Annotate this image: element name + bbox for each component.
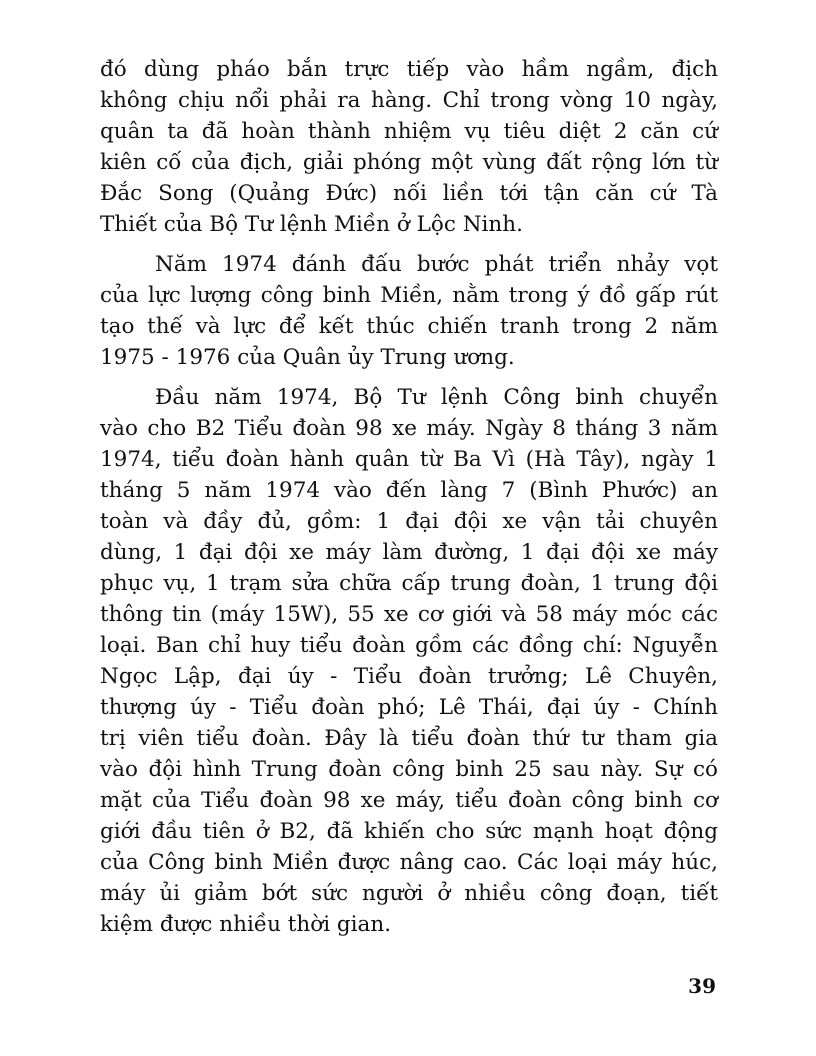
page-number: 39 [688,974,716,998]
text-line: Thiết của Bộ Tư lệnh Miền ở Lộc Ninh. [100,212,523,237]
text-line: toàn và đầy đủ, gồm: 1 đại đội xe vận tải chuyên [100,509,718,534]
text-line: của Công binh Miền được nâng cao. Các loại máy húc, [100,850,718,875]
text-line: máy ủi giảm bớt sức người ở nhiều công đoạn, tiết [100,881,718,906]
text-line: phục vụ, 1 trạm sửa chữa cấp trung đoàn, 1 trung đội [100,571,718,596]
text-line: vào đội hình Trung đoàn công binh 25 sau này. Sự có [100,757,718,782]
text-line: của lực lượng công binh Miền, nằm trong ý đồ gấp rút [100,283,718,308]
text-line: mặt của Tiểu đoàn 98 xe máy, tiểu đoàn công binh cơ [100,788,718,813]
text-line: thông tin (máy 15W), 55 xe cơ giới và 58 máy móc các [100,602,718,627]
paragraph-gap [100,373,718,382]
body-text [100,54,718,940]
text-line: giới đầu tiên ở B2, đã khiến cho sức mạnh hoạt động [100,819,718,844]
text-line: trị viên tiểu đoàn. Đây là tiểu đoàn thứ tư tham gia [100,726,718,751]
text-line: đó dùng pháo bắn trực tiếp vào hầm ngầm, địch [100,57,718,82]
text-line: loại. Ban chỉ huy tiểu đoàn gồm các đồng chí: Nguyễn [100,633,718,658]
text-line: tạo thế và lực để kết thúc chiến tranh trong 2 năm [100,314,718,339]
text-line: 1975 - 1976 của Quân ủy Trung ương. [100,345,515,370]
text-line: dùng, 1 đại đội xe máy làm đường, 1 đại đội xe máy [100,540,718,565]
paragraph [100,249,718,373]
paragraph [100,54,718,240]
text-line: Đầu năm 1974, Bộ Tư lệnh Công binh chuyển [155,385,718,410]
text-line: vào cho B2 Tiểu đoàn 98 xe máy. Ngày 8 tháng 3 năm [100,416,718,441]
text-line: không chịu nổi phải ra hàng. Chỉ trong vòng 10 ngày, [100,88,718,113]
text-line: kiệm được nhiều thời gian. [100,912,392,937]
text-line: kiên cố của địch, giải phóng một vùng đất rộng lớn từ [100,150,718,175]
text-line: Đắc Song (Quảng Đức) nối liền tới tận căn cứ Tà [100,181,718,206]
paragraph [100,382,718,940]
text-line: 1974, tiểu đoàn hành quân từ Ba Vì (Hà Tây), ngày 1 [100,447,718,472]
text-line: quân ta đã hoàn thành nhiệm vụ tiêu diệt 2 căn cứ [100,119,718,144]
text-line: tháng 5 năm 1974 vào đến làng 7 (Bình Phước) an [100,478,718,503]
paragraph-gap [100,240,718,249]
text-line: Năm 1974 đánh đấu bước phát triển nhảy vọt [155,252,718,277]
text-line: Ngọc Lập, đại úy - Tiểu đoàn trưởng; Lê Chuyên, [100,664,718,689]
text-line: thượng úy - Tiểu đoàn phó; Lê Thái, đại úy - Chính [100,695,718,720]
